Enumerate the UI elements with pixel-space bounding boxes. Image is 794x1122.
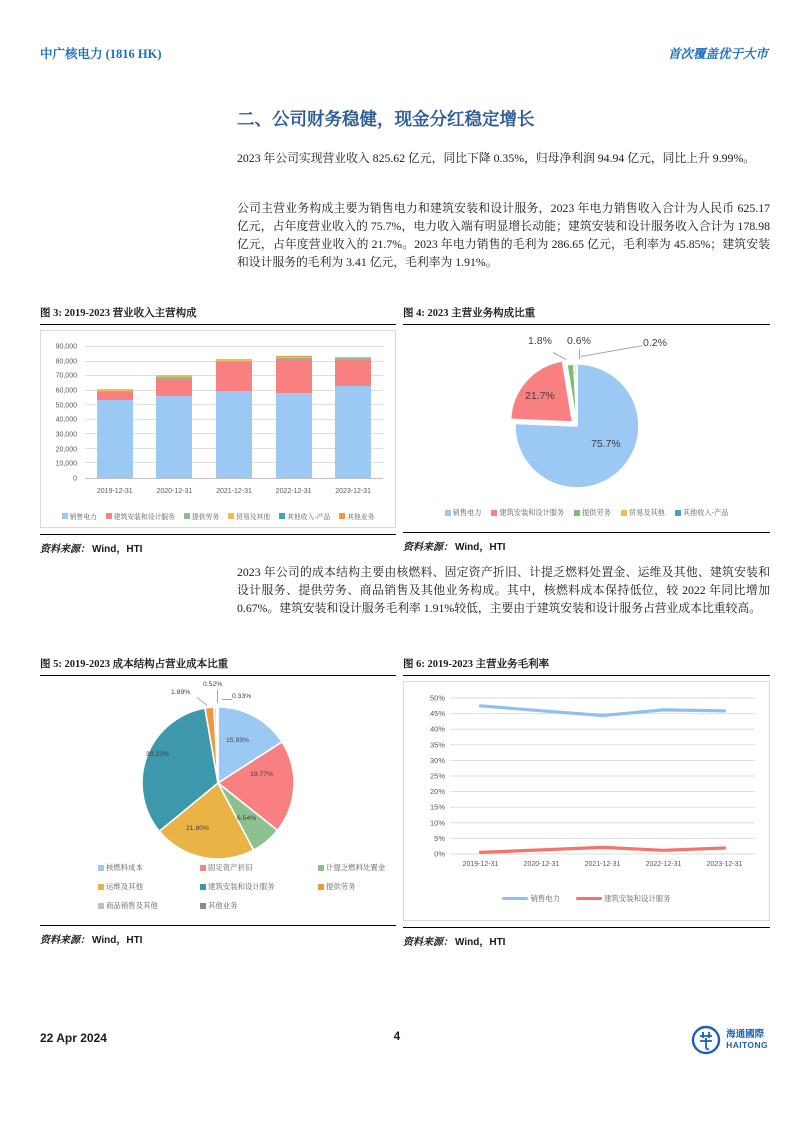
legend-marker [200, 903, 206, 909]
leader-line [579, 349, 580, 359]
legend-marker [339, 513, 345, 519]
figure-3-caption [40, 305, 396, 325]
legend-label: 运维及其他 [106, 882, 143, 891]
pie-slice [576, 364, 577, 426]
paragraph-cost-structure: 2023 年公司的成本结构主要由核燃料、固定资产折旧、计提乏燃料处置金、运维及其他、建筑安装和设计服务、提供劳务、商品销售及其他业务构成。其中，核燃料成本保持低位，较 2022 年同比增加 0.67%。建筑安装和设计服务毛利率 1.91%较低，主要由于建筑安装和设计服务占营业成本比重较高。 [237, 565, 770, 615]
stock-title: 中广核电力 (1816 HK) [40, 47, 162, 61]
figure-4-chart [403, 330, 770, 526]
legend-item [445, 508, 482, 518]
bar-segment [335, 386, 371, 478]
figure-6-caption [403, 656, 770, 676]
legend-label: 销售电力 [69, 514, 97, 521]
legend-item [279, 511, 330, 521]
haitong-logo [690, 1024, 768, 1056]
pie-label: 0.52% [203, 681, 223, 688]
bar-column [335, 357, 371, 478]
axis-tick-label: 2021-12-31 [216, 488, 252, 495]
line-series [481, 847, 725, 852]
pie-label: 0.6% [567, 335, 591, 347]
legend-marker [228, 513, 234, 519]
pie-label: 15.93% [226, 737, 250, 744]
figure-5-caption [40, 656, 396, 676]
figure-6-chart [403, 681, 770, 921]
axis-tick-label: 2020-12-31 [523, 861, 560, 868]
figure-6-source [403, 927, 770, 948]
axis-tick-label: 20% [429, 787, 445, 797]
legend-label: 提供劳务 [582, 508, 611, 517]
legend-marker [675, 510, 681, 516]
legend-label: 核燃料成本 [106, 863, 143, 872]
bar-segment [276, 393, 312, 478]
legend-marker [621, 510, 627, 516]
legend-label: 其他收入-产品 [287, 514, 331, 521]
axis-tick-label: 70,000 [55, 372, 77, 380]
axis-tick-label: 15% [429, 802, 445, 812]
legend-marker [200, 884, 206, 890]
figure-6-legend [404, 893, 769, 904]
source-value: Wind，HTI [92, 544, 143, 555]
bar-segment [156, 396, 192, 478]
source-label: 资料来源： [40, 935, 90, 946]
figure-4-legend [403, 508, 770, 518]
pie-label: 0.2% [643, 337, 667, 349]
legend-label: 建筑安装和设计服务 [113, 514, 175, 521]
axis-tick-label: 45% [429, 709, 445, 719]
source-value: Wind，HTI [92, 935, 143, 946]
leader-line [217, 690, 218, 703]
section-title: 二、公司财务稳健，现金分红稳定增长 [237, 109, 535, 129]
legend-item [228, 511, 270, 521]
bar-segment [97, 400, 133, 478]
pie-label: 0.33% [232, 693, 252, 700]
axis-tick-label: 0% [434, 849, 445, 859]
bar-column [156, 375, 192, 478]
legend-marker [184, 513, 190, 519]
legend-marker [491, 510, 497, 516]
axis-tick-label: 40,000 [55, 416, 77, 424]
axis-tick-label: 80,000 [55, 358, 77, 366]
legend-item [318, 881, 388, 892]
logo-chinese: 海通國際 [726, 1029, 765, 1040]
legend-label: 建筑安装和设计服务 [208, 882, 275, 891]
legend-marker [106, 513, 112, 519]
legend-marker [98, 903, 104, 909]
bar-segment [216, 391, 252, 478]
figure-4-number: 图 4: [403, 308, 425, 319]
axis-tick-label: 2023-12-31 [706, 861, 743, 868]
figure-4 [403, 305, 770, 553]
pie-label: 1.8% [528, 335, 552, 347]
paragraph-revenue: 2023 年公司实现营业收入 825.62 亿元，同比下降 0.35%，归母净利润 94.94 亿元，同比上升 9.99%。 [237, 151, 756, 165]
legend-marker [279, 513, 285, 519]
legend-marker [318, 884, 324, 890]
axis-tick-label: 2019-12-31 [96, 488, 133, 495]
legend-label: 建筑安装和设计服务 [604, 894, 671, 903]
figure-3-chart [40, 330, 396, 528]
figure-4-source [403, 532, 770, 553]
figure-3-legend [41, 511, 395, 521]
pie-label: 33.22% [146, 751, 170, 758]
figure-5-legend [98, 862, 388, 911]
legend-label: 贸易及其他 [628, 508, 665, 517]
decorative [700, 1032, 712, 1049]
axis-tick-label: 60,000 [55, 387, 77, 395]
legend-item [200, 900, 318, 911]
figure-5-chart [40, 681, 396, 919]
legend-label: 提供劳务 [326, 882, 356, 891]
pie-label: 19.77% [250, 771, 274, 778]
bar-column [97, 389, 133, 478]
pie-label: 6.54% [237, 815, 257, 822]
legend-label: 其他收入-产品 [682, 508, 729, 517]
bar-segment [97, 392, 133, 401]
logo-english: HAITONG [726, 1039, 768, 1050]
haitong-logo-text [726, 1031, 768, 1050]
axis-tick-label: 40% [429, 724, 445, 734]
legend-item [200, 881, 318, 892]
pie-chart-revenue-mix [403, 330, 770, 526]
axis-tick-label: 20,000 [55, 446, 77, 454]
legend-label: 提供劳务 [191, 514, 220, 521]
legend-marker [318, 865, 324, 871]
legend-item [576, 893, 671, 904]
bar-y-axis [41, 343, 81, 483]
axis-tick-label: 35% [429, 740, 445, 750]
legend-item [184, 511, 219, 521]
figure-5-source [40, 925, 396, 946]
legend-label: 固定资产折旧 [208, 863, 253, 872]
figure-6-title: 2019-2023 主营业务毛利率 [427, 659, 550, 670]
axis-tick-label: 2023-12-31 [335, 488, 372, 495]
axis-tick-label: 2020-12-31 [156, 488, 193, 495]
legend-item [491, 508, 564, 518]
pie-label: 1.89% [171, 689, 191, 696]
legend-marker [445, 510, 451, 516]
legend-label: 销售电力 [452, 508, 482, 517]
legend-item [62, 511, 97, 521]
figure-5 [40, 656, 396, 946]
legend-item [200, 862, 318, 873]
legend-item [98, 900, 200, 911]
legend-label: 建筑安装和设计服务 [499, 508, 565, 517]
stacked-bar-chart [41, 331, 395, 527]
legend-marker [62, 513, 68, 519]
source-label: 资料来源： [40, 544, 90, 555]
axis-tick-label: 0 [73, 475, 77, 483]
legend-marker [98, 884, 104, 890]
axis-tick-label: 10% [429, 818, 445, 828]
rating-label: 首次覆盖优于大市 [667, 47, 768, 61]
bar-groups [85, 347, 383, 478]
legend-item [339, 511, 374, 521]
paragraph-business-mix: 公司主营业务构成主要为销售电力和建筑安装和设计服务，2023 年电力销售收入合计为人民币 625.17 亿元，占年度营业收入的 75.7%，电力收入端有明显增长动能；建筑安装和设计服务收入合计为 178.98 亿元，占年度营业收入的 21.7%。2023 年电力销售的毛利为 286.65 亿元，毛利率为 45.85%；建筑安装和设计服务的毛利为 3.41 亿元，毛利率为 1.91%。 [237, 201, 770, 269]
pie-label: 21.80% [186, 825, 210, 832]
legend-item [318, 862, 388, 873]
pie-label: 21.7% [525, 390, 555, 402]
figure-4-title: 2023 主营业务构成比重 [427, 308, 536, 319]
legend-item [574, 508, 611, 518]
source-value: Wind，HTI [455, 542, 506, 553]
line-chart-gross-margin [404, 682, 769, 884]
figure-5-number: 图 5: [40, 659, 62, 670]
legend-item [98, 862, 200, 873]
legend-label: 销售电力 [530, 894, 561, 903]
figure-3 [40, 305, 396, 555]
bar-column [276, 356, 312, 478]
axis-tick-label: 50,000 [55, 402, 77, 410]
bar-plot-area [85, 347, 383, 479]
axis-tick-label: 2022-12-31 [275, 488, 312, 495]
axis-tick-label: 30,000 [55, 431, 77, 439]
bar-x-axis [85, 488, 383, 495]
leader-line [222, 699, 232, 700]
figure-4-caption [403, 305, 770, 325]
axis-tick-label: 25% [429, 771, 445, 781]
source-label: 资料来源： [403, 937, 453, 948]
legend-item [502, 893, 560, 904]
legend-marker [574, 510, 580, 516]
axis-tick-label: 90,000 [55, 343, 77, 351]
haitong-logo-icon [690, 1024, 722, 1056]
legend-marker [200, 865, 206, 871]
axis-tick-label: 10,000 [55, 460, 77, 468]
figure-6 [403, 656, 770, 948]
footer-date: 22 Apr 2024 [40, 1031, 107, 1045]
bar-segment [276, 359, 312, 393]
pie-label: 75.7% [591, 438, 621, 450]
legend-marker [98, 865, 104, 871]
axis-tick-label: 2021-12-31 [584, 861, 621, 868]
legend-marker [502, 897, 528, 900]
legend-item [106, 511, 175, 521]
figure-3-number: 图 3: [40, 308, 62, 319]
legend-item [675, 508, 729, 518]
legend-label: 其他业务 [208, 901, 238, 910]
legend-label: 其他业务 [347, 514, 375, 521]
axis-tick-label: 2022-12-31 [645, 861, 682, 868]
axis-tick-label: 2019-12-31 [462, 861, 499, 868]
bar-column [216, 359, 252, 478]
bar-segment [156, 379, 192, 397]
axis-tick-label: 30% [429, 755, 445, 765]
figure-5-title: 2019-2023 成本结构占营业成本比重 [64, 659, 229, 670]
source-value: Wind，HTI [455, 937, 506, 948]
axis-tick-label: 50% [429, 693, 445, 703]
figure-3-source [40, 534, 396, 555]
legend-label: 贸易及其他 [236, 514, 271, 521]
page-number: 4 [393, 1031, 401, 1043]
legend-label: 计提乏燃料处置金 [326, 863, 386, 872]
legend-item [621, 508, 665, 518]
legend-item [98, 881, 200, 892]
source-label: 资料来源： [403, 542, 453, 553]
figure-6-number: 图 6: [403, 659, 425, 670]
axis-tick-label: 5% [434, 833, 445, 843]
bar-segment [216, 362, 252, 391]
legend-marker [576, 897, 602, 900]
bar-segment [335, 360, 371, 386]
legend-label: 商品销售及其他 [106, 901, 158, 910]
figure-3-title: 2019-2023 营业收入主营构成 [64, 308, 197, 319]
